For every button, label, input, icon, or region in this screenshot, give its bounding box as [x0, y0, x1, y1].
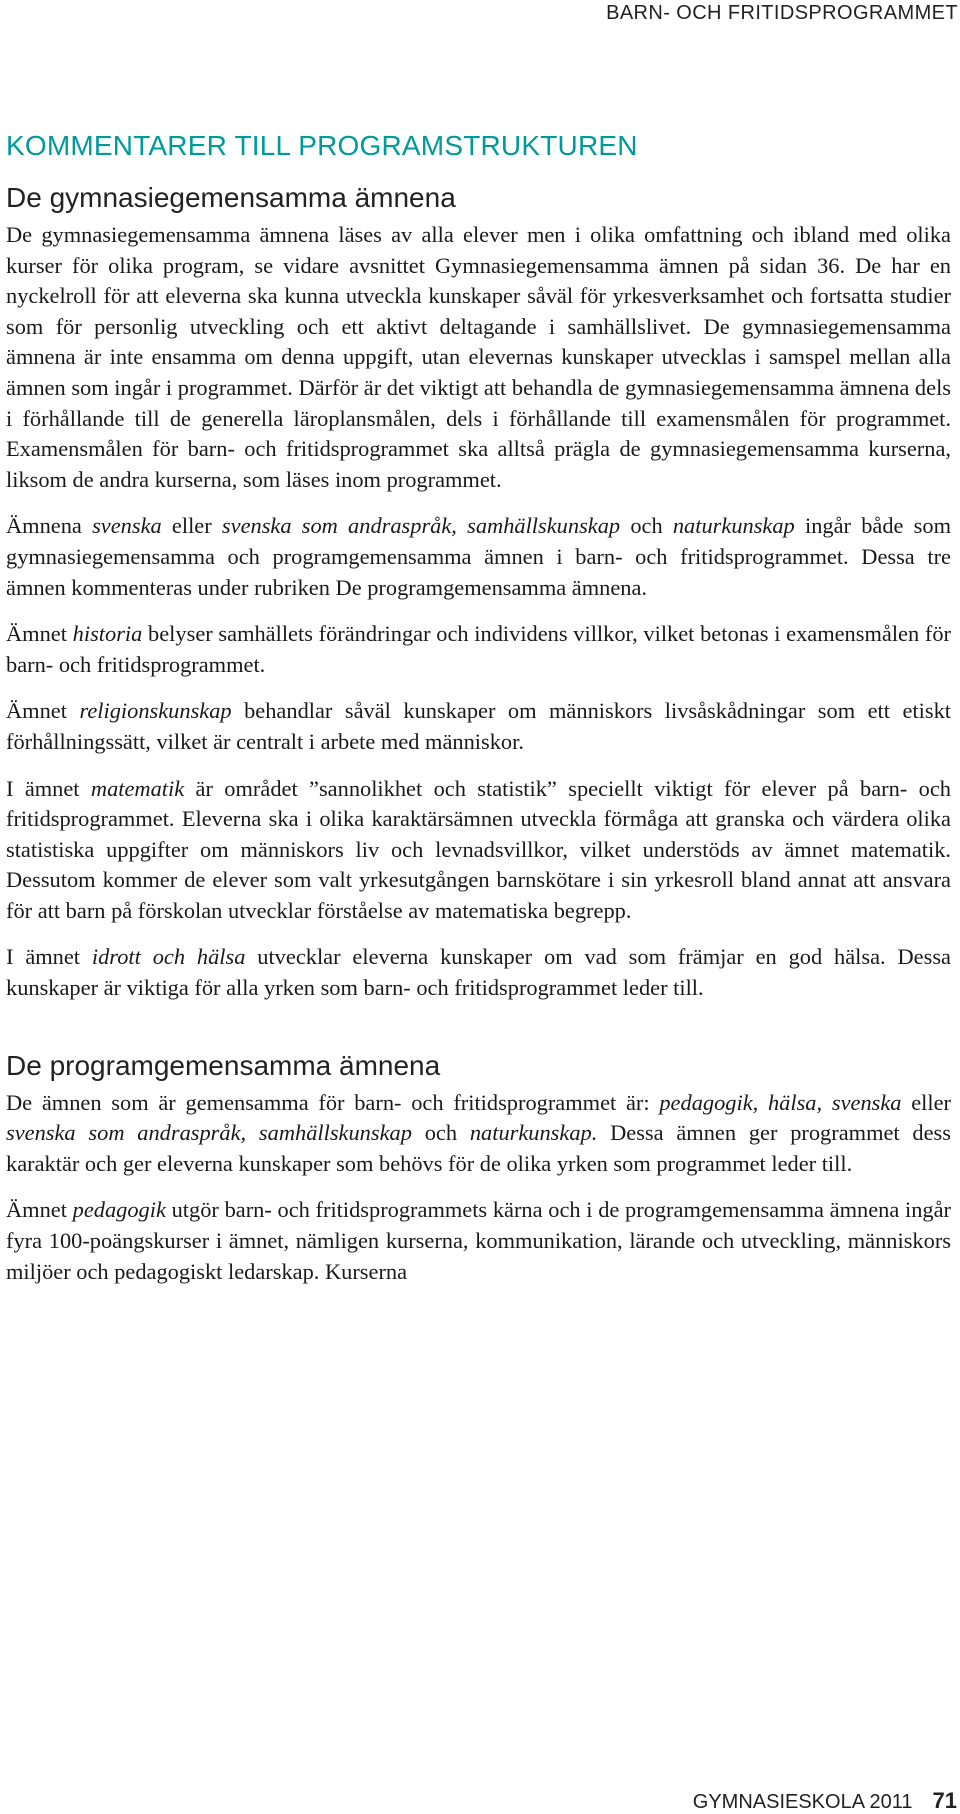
- paragraph-pedagogik: [6, 1195, 951, 1287]
- text-span: Ämnet: [6, 698, 80, 724]
- paragraph-idrott: [6, 942, 951, 1003]
- italic-term: pedagogik, hälsa, svenska: [659, 1089, 902, 1115]
- italic-term: matematik: [90, 775, 185, 801]
- text-span: eller: [161, 513, 222, 539]
- paragraph-religionskunskap: [6, 696, 951, 757]
- text-span: I ämnet: [6, 775, 91, 801]
- text-span: utvecklar eleverna kunskaper om vad som främjar en god hälsa. Dessa kunskaper är viktiga för alla yrken som barn- och fritidsprogrammet leder till.: [6, 944, 951, 1001]
- text-span: Dessa ämnen ger programmet dess karaktär och ger eleverna kunskaper som behövs för de olika yrken som programmet leder till.: [6, 1120, 951, 1176]
- text-span: och: [411, 1120, 470, 1146]
- text-span: utgör barn- och fritidsprogrammets kärna och i de programgemensamma ämnena ingår fyra 100-poängskurser i ämnet, nämligen kurserna, kommunikation, lärande och utveckling, människors miljöer och pedagogiskt ledarskap. Kurserna: [6, 1197, 951, 1284]
- text-span: belyser samhällets förändringar och individens villkor, vilket betonas i examensmålen för barn- och fritidsprogrammet.: [6, 621, 951, 677]
- heading-programgemensamma: De programgemensamma ämnena: [6, 1049, 441, 1081]
- paragraph-matematik: [6, 774, 951, 927]
- italic-term: naturkunskap: [672, 513, 795, 539]
- text-span: och: [620, 513, 673, 539]
- italic-term: pedagogik: [72, 1197, 166, 1223]
- footer-label: GYMNASIESKOLA 2011: [692, 1791, 913, 1813]
- paragraph-svenska: [6, 511, 951, 603]
- running-head: BARN- OCH FRITIDSPROGRAMMET: [606, 2, 958, 24]
- text-span: ingår både som gymnasiegemensamma och programgemensamma ämnen i barn- och fritidsprogrammet. Dessa tre ämnen kommenteras under rubriken De programgemensamma ämnena.: [6, 513, 951, 600]
- italic-term: svenska som andraspråk, samhällskunskap: [6, 1120, 412, 1146]
- text-span: De ämnen som är gemensamma för barn- och fritidsprogrammet är:: [6, 1089, 660, 1115]
- italic-term: idrott och hälsa: [91, 944, 246, 970]
- paragraph-intro: De gymnasiegemensamma ämnena läses av alla elever men i olika omfattning och ibland med olika kurser för olika program, se vidare avsnittet Gymnasiegemensamma ämnen på sidan 36. De har en nyckelroll för att eleverna ska kunna utveckla kunskaper såväl för yrkesverksamhet och fortsatta studier som för personlig utveckling och ett aktivt deltagande i samhällslivet. De gymnasiegemensamma ämnena är inte ensamma om denna uppgift, utan elevernas kunskaper utvecklas i samspel mellan alla ämnen som ingår i programmet. Därför är det viktigt att behandla de gymnasiegemensamma ämnena dels i förhållande till de generella läroplansmålen, dels i förhållande till examensmålen för programmet. Examensmålen för barn- och fritidsprogrammet ska alltså prägla de gymnasiegemensamma kurserna, liksom de andra kurserna, som läses inom programmet.: [6, 222, 951, 492]
- paragraph-program-amnen: [6, 1088, 951, 1180]
- italic-term: religionskunskap: [79, 698, 232, 724]
- text-span: I ämnet: [6, 944, 92, 970]
- heading-gymnasiegemensamma: De gymnasiegemensamma ämnena: [6, 182, 456, 213]
- text-span: eller: [901, 1089, 952, 1115]
- page-number: 71: [932, 1788, 957, 1813]
- italic-term: naturkunskap.: [469, 1120, 598, 1146]
- text-span: behandlar såväl kunskaper om människors livsåskådningar som ett etiskt förhållningssätt, vilket är centralt i arbete med människor.: [6, 698, 952, 754]
- text-span: Ämnena: [6, 513, 93, 539]
- paragraph-historia: [6, 619, 951, 680]
- section-title: KOMMENTARER TILL PROGRAMSTRUKTUREN: [6, 130, 638, 161]
- page-footer: [693, 1788, 957, 1814]
- text-span: är området ”sannolikhet och statistik” speciellt viktigt för elever på barn- och fritidsprogrammet. Eleverna ska i olika karaktärsämnen utveckla förmåga att granska och värdera olika statistiska uppgifter om människors liv och levnadsvillkor, vilket understöds av ämnet matematik. Dessutom kommer de elever som valt yrkesutgången barnskötare i sin yrkesroll bland annat att ansvara för att barn på förskolan utvecklar förståelse av matematiska begrepp.: [6, 775, 951, 923]
- italic-term: svenska som andraspråk, samhällskunskap: [221, 513, 621, 539]
- page-content: [6, 130, 951, 1303]
- text-span: Ämnet: [6, 621, 73, 647]
- italic-term: historia: [72, 621, 143, 647]
- text-span: Ämnet: [6, 1197, 73, 1223]
- italic-term: svenska: [92, 513, 162, 539]
